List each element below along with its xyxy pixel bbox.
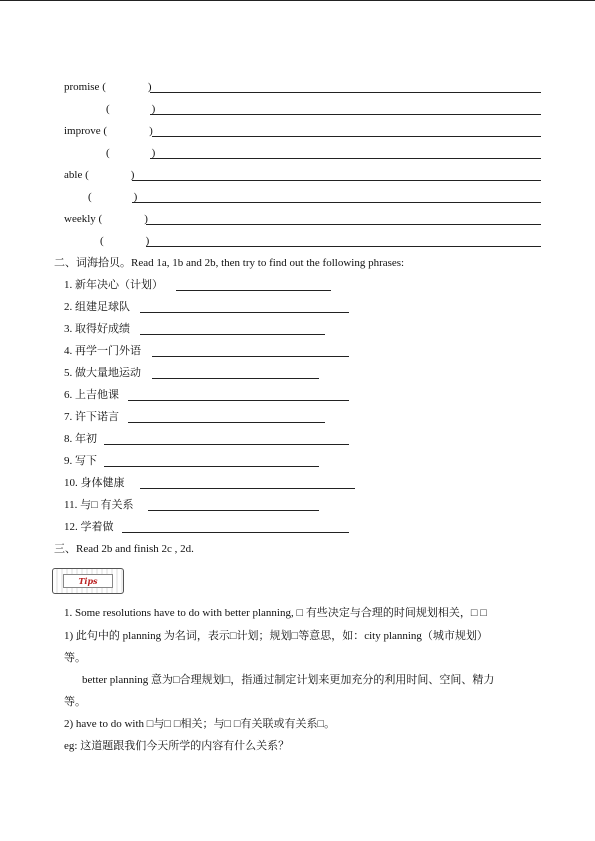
answer-blank[interactable] [152,136,541,137]
word-label: promise ( [64,81,106,93]
paren-close: ) [151,147,156,159]
answer-blank[interactable] [122,532,349,533]
phrase-item: 8. 年初 [64,433,97,445]
answer-blank[interactable] [128,400,349,401]
word-row [106,146,155,160]
answer-blank[interactable] [146,246,541,247]
word-label: ( [100,235,104,247]
word-row [64,124,153,138]
answer-blank[interactable] [140,334,325,335]
note-line: better planning 意为□合理规划□，指通过制定计划来更加充分的利用时间、空间、精力 [82,674,495,686]
word-row [64,212,148,226]
answer-blank[interactable] [150,92,541,93]
phrase-item: 12. 学着做 [64,521,114,533]
paren-close: ) [130,169,135,181]
word-row [64,168,134,182]
tips-banner [52,568,124,594]
section2-title: 二、词海拾贝。Read 1a, 1b and 2b, then try to find out the following phrases: [54,257,405,269]
answer-blank[interactable] [140,312,349,313]
answer-blank[interactable] [128,422,325,423]
phrase-item: 9. 写下 [64,455,97,467]
answer-blank[interactable] [176,290,331,291]
answer-blank[interactable] [140,488,355,489]
paren-close: ) [149,125,153,137]
tips-label: Tips [63,574,113,588]
word-label: ( [106,147,110,159]
paren-close: ) [147,81,152,93]
answer-blank[interactable] [150,158,541,159]
answer-blank[interactable] [148,510,319,511]
word-row [106,102,155,116]
word-label: ( [106,103,110,115]
answer-blank[interactable] [132,202,541,203]
paren-close: ) [133,191,138,203]
answer-blank[interactable] [146,224,541,225]
word-row [88,190,137,204]
phrase-item: 1. 新年决心（计划） [64,279,163,291]
paren-close: ) [144,213,148,225]
phrase-item: 6. 上吉他课 [64,389,119,401]
paren-close: ) [145,235,150,247]
word-row [64,80,152,94]
note-line: 2) have to do with □与□ □相关；与□ □有关联或有关系□。 [64,718,336,730]
note-line: eg: 这道题跟我们今天所学的内容有什么关系？ [64,740,290,752]
phrase-item: 5. 做大量地运动 [64,367,141,379]
answer-blank[interactable] [132,180,541,181]
phrase-item: 10. 身体健康 [64,477,125,489]
note-line: 1) 此句中的 planning 为名词，表示□计划；规划□等意思，如：city planning（城市规划） [64,630,488,642]
phrase-item: 3. 取得好成绩 [64,323,130,335]
answer-blank[interactable] [104,444,349,445]
word-label: able ( [64,169,89,181]
paren-close: ) [151,103,156,115]
answer-blank[interactable] [152,356,349,357]
answer-blank[interactable] [104,466,319,467]
word-row [100,234,149,248]
note-line: 等。 [64,652,86,664]
note-line: 1. Some resolutions have to do with better planning, □ 有些决定与合理的时间规划相关，□ □ [64,607,487,619]
phrase-item: 2. 组建足球队 [64,301,130,313]
word-label: weekly ( [64,213,103,225]
section3-title: 三、Read 2b and finish 2c , 2d. [54,543,194,555]
note-line: 等。 [64,696,86,708]
answer-blank[interactable] [152,378,319,379]
phrase-item: 4. 再学一门外语 [64,345,141,357]
phrase-item: 7. 许下诺言 [64,411,119,423]
page-top-border [0,0,595,1]
word-label: ( [88,191,92,203]
answer-blank[interactable] [150,114,541,115]
phrase-item: 11. 与□ 有关系 [64,499,134,511]
word-label: improve ( [64,125,108,137]
